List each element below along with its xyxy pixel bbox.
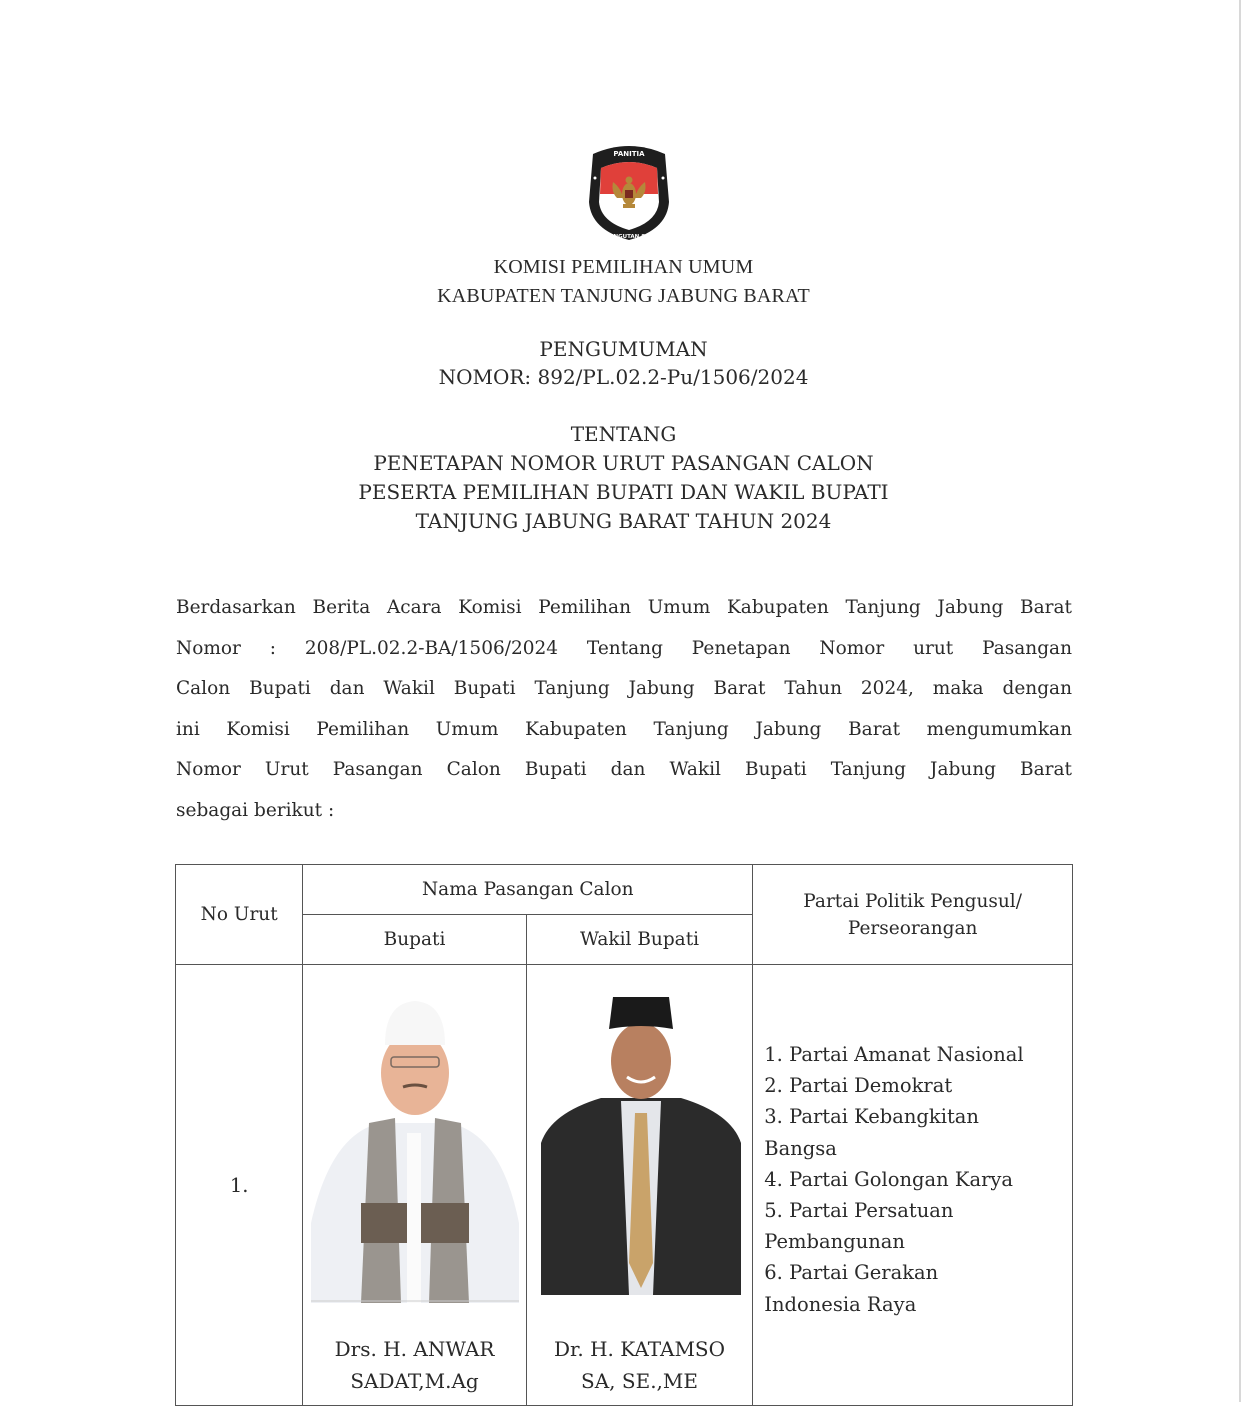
wakil-bupati-photo xyxy=(541,993,741,1295)
table-header-row xyxy=(176,865,1073,915)
table-row xyxy=(176,965,1073,1406)
bupati-photo xyxy=(311,983,519,1303)
header-bupati: Bupati xyxy=(303,915,526,965)
body-line: sebagai berikut : xyxy=(176,799,335,821)
party-line: 4. Partai Golongan Karya xyxy=(764,1167,1014,1191)
bupati-name-line-2: SADAT,M.Ag xyxy=(350,1369,479,1393)
subject-line: TANJUNG JABUNG BARAT TAHUN 2024 xyxy=(415,509,832,533)
party-line: Indonesia Raya xyxy=(764,1292,917,1316)
bupati-cell xyxy=(303,965,526,1406)
body-line: Berdasarkan Berita Acara Komisi Pemilihan Umum Kabupaten Tanjung Jabung Barat xyxy=(176,597,1072,618)
header-wakil-bupati: Wakil Bupati xyxy=(526,915,753,965)
logo-text-top: PANITIA xyxy=(613,150,645,158)
subject-label: TENTANG xyxy=(570,422,677,446)
body-line: ini Komisi Pemilihan Umum Kabupaten Tanjung Jabung Barat mengumumkan xyxy=(176,718,1072,740)
doc-type: PENGUMUMAN xyxy=(539,337,708,361)
subject-line: PESERTA PEMILIHAN BUPATI DAN WAKIL BUPATI xyxy=(358,480,889,504)
wakil-bupati-name xyxy=(527,1333,753,1397)
body-line: Nomor Urut Pasangan Calon Bupati dan Wakil Bupati Tanjung Jabung Barat xyxy=(176,759,1072,780)
wakil-name-line-1: Dr. H. KATAMSO xyxy=(554,1337,726,1361)
party-line: Bangsa xyxy=(764,1136,837,1160)
party-line: 1. Partai Amanat Nasional xyxy=(764,1043,1024,1066)
document-subject xyxy=(0,420,1247,536)
party-line: Pembangunan xyxy=(764,1230,905,1254)
header-partai-line-2: Perseorangan xyxy=(847,917,978,939)
party-line: 5. Partai Persatuan xyxy=(764,1199,954,1223)
logo-text-bottom: PEMUNGUTAN SUARA xyxy=(595,234,663,240)
body-line: Nomor : 208/PL.02.2-BA/1506/2024 Tentang Penetapan Nomor urut Pasangan xyxy=(176,637,1072,659)
org-line-2: KABUPATEN TANJUNG JABUNG BARAT xyxy=(437,285,810,307)
candidate-number: 1. xyxy=(176,965,303,1406)
party-line: 6. Partai Gerakan xyxy=(764,1261,939,1285)
header-partai xyxy=(753,865,1073,965)
wakil-name-line-2: SA, SE.,ME xyxy=(581,1369,698,1393)
organization-header xyxy=(0,253,1247,311)
document-title xyxy=(0,335,1247,391)
page-edge xyxy=(1239,0,1241,1402)
parties-cell xyxy=(753,965,1073,1406)
header-no-urut: No Urut xyxy=(176,865,303,965)
wakil-bupati-cell xyxy=(526,965,753,1406)
header-partai-line-1: Partai Politik Pengusul/ xyxy=(803,890,1022,912)
subject-line: PENETAPAN NOMOR URUT PASANGAN CALON xyxy=(373,451,874,475)
org-line-1: KOMISI PEMILIHAN UMUM xyxy=(493,256,754,278)
bupati-name-line-1: Drs. H. ANWAR xyxy=(334,1337,495,1361)
header-nama-pasangan: Nama Pasangan Calon xyxy=(303,865,753,915)
candidates-table xyxy=(175,864,1073,1406)
doc-number: NOMOR: 892/PL.02.2-Pu/1506/2024 xyxy=(438,365,809,389)
kpu-emblem-icon xyxy=(583,142,675,242)
party-line: 3. Partai Kebangkitan xyxy=(764,1105,979,1129)
party-line: 2. Partai Demokrat xyxy=(764,1074,953,1098)
body-line: Calon Bupati dan Wakil Bupati Tanjung Jabung Barat Tahun 2024, maka dengan xyxy=(176,678,1072,699)
bupati-name xyxy=(303,1333,525,1397)
body-paragraph xyxy=(176,588,1072,831)
